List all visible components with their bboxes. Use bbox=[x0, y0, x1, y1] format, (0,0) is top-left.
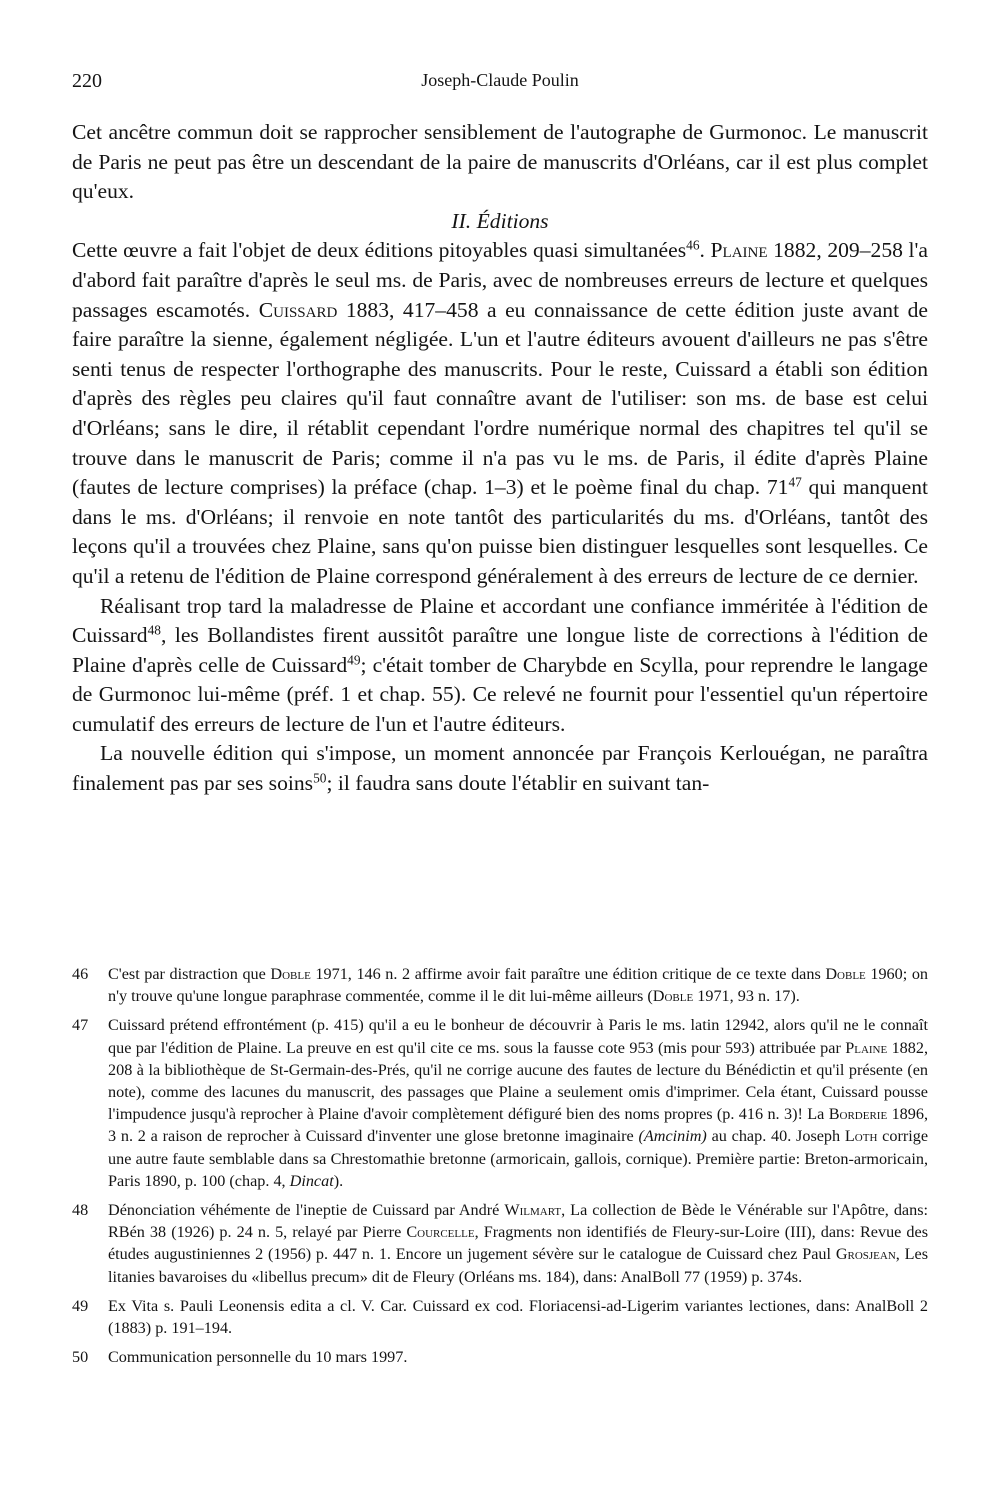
italic-term: Dincat bbox=[289, 1171, 334, 1190]
footnote-number: 49 bbox=[72, 1296, 89, 1315]
author-name: Loth bbox=[844, 1127, 878, 1146]
author-name: Wilmart bbox=[504, 1201, 562, 1220]
page-header bbox=[72, 64, 928, 98]
footnote-number: 50 bbox=[72, 1348, 89, 1367]
footnote-47: 47 Cuissard prétend effrontément (p. 415) qu'il a eu le bonheur de découvrir à Paris le ms. latin 12942, alors qu'il ne le connaît que par l'édition de Plaine. La preuve en est qu'il cite ce ms. sous la fausse cote 953 (mis pour 593) attribuée par Plaine 1882, 208 à la bibliothèque de St-Germain-des-Prés, qu'il ne corrige aucune des fautes de lecture du Bénédictin et qu'il présente (en note), comme des lacunes du manuscrit, des passages que Plaine a seulement omis d'imprimer. Cela étant, Cuissard pousse l'impudence jusqu'à reprocher à Plaine d'avoir complètement défiguré bien des noms propres (p. 416 n. 3)! La Borderie 1896, 3 n. 2 a raison de reprocher à Cuissard d'inventer une glose bretonne imaginaire (Amcinim) au chap. 40. Joseph Loth corrige une autre faute semblable dans sa Chrestomathie bretonne (armoricain, gallois, cornique). Première partie: Breton-armoricain, Paris 1890, p. 100 (chap. 4, Dincat). bbox=[72, 1016, 929, 1190]
footnote-ref-48[interactable]: 48 bbox=[147, 622, 161, 638]
author-name: Plaine bbox=[710, 238, 768, 263]
body-text bbox=[72, 118, 928, 799]
footnote-number: 48 bbox=[72, 1201, 89, 1220]
author-name: Cuissard bbox=[258, 297, 338, 322]
footnote-number: 47 bbox=[72, 1016, 89, 1035]
author-name: Borderie bbox=[828, 1105, 888, 1124]
author-name: Doble bbox=[825, 965, 866, 983]
footnote-ref-47[interactable]: 47 bbox=[788, 474, 802, 490]
footnote-ref-46[interactable]: 46 bbox=[686, 238, 700, 254]
paragraph-2: Cette œuvre a fait l'objet de deux éditions pitoyables quasi simultanées$^{46}$. Plaine 1882, 209–258 l'a d'abord fait paraître d'après le seul ms. de Paris, avec de nombreuses erreurs de lecture et quelques passages escamotés. Cuissard 1883, 417–458 a eu connaissance de cette édition juste avant de faire paraître la sienne, également négligée. L'un et l'autre éditeurs avouent d'ailleurs ne pas s'être senti tenus de respecter l'orthographe des manuscrits. Pour le reste, Cuissard a établi son édition d'après des règles peu claires qu'il faut connaître avant de l'utiliser: son ms. de base est celui d'Orléans; sans le dire, il rétablit cependant l'ordre numérique normal des chapitres tel qu'il se trouve dans le manuscrit de Paris; comme il n'a pas vu le ms. de Paris, il édite d'après Plaine (fautes de lecture comprises) la préface (chap. 1–3) et le poème final du chap. $71^{47}$ qui manquent dans le ms. d'Orléans; il renvoie en note tantôt des particularités du ms. d'Orléans, tantôt des leçons qu'il a trouvées chez Plaine, sans qu'on puisse bien distinguer lesquelles sont lesquelles. Ce qu'il a retenu de l'édition de Plaine correspond généralement à des erreurs de lecture de ce dernier. bbox=[72, 238, 929, 588]
section-title: II. Éditions bbox=[451, 208, 549, 233]
paragraph-3: Réalisant trop tard la maladresse de Plaine et accordant une confiance imméritée à l'édition de Cuissard$^{48}$, les Bollandistes firent aussitôt paraître une longue liste de corrections à l'édition de Plaine d'après celle de Cuissard$^{49}$; c'était tomber de Charybde en Scylla, pour reprendre le langage de Gurmonoc lui-même (préf. 1 et chap. 55). Ce relevé ne fournit pour l'essentiel qu'un répertoire cumulatif des erreurs de lecture de l'un et l'autre éditeurs. bbox=[72, 593, 928, 736]
footnote-49: 49 Ex Vita s. Pauli Leonensis edita a cl. V. Car. Cuissard ex cod. Floriacensi-ad-Ligerim variantes lectiones, dans: AnalBoll 2 (1883) p. 191–194. bbox=[72, 1296, 928, 1338]
footnotes bbox=[72, 963, 928, 1375]
author-name: Plaine bbox=[845, 1038, 888, 1057]
page bbox=[72, 64, 928, 799]
italic-term: (Amcinim) bbox=[638, 1127, 707, 1146]
footnote-ref-50[interactable]: 50 bbox=[313, 770, 327, 786]
paragraph-4: La nouvelle édition qui s'impose, un moment annoncée par François Kerlouégan, ne paraîtra finalement pas par ses soins$^{50}$; il faudra sans doute l'établir en suivant tan- bbox=[72, 741, 928, 796]
footnote-number: 46 bbox=[72, 965, 89, 983]
paragraph-1: Cet ancêtre commun doit se rapprocher sensiblement de l'autographe de Gurmonoc. Le manuscrit de Paris ne peut pas être un descendant de la paire de manuscrits d'Orléans, car il est plus complet qu'eux. bbox=[72, 120, 928, 204]
author-name: Doble bbox=[652, 987, 694, 1006]
author-name: Grosjean bbox=[835, 1245, 896, 1264]
footnote-48: 48 Dénonciation véhémente de l'ineptie de Cuissard par André Wilmart, La collection de Bède le Vénérable sur l'Apôtre, dans: RBén 38 (1926) p. 24 n. 5, relayé par Pierre Courcelle, Fragments non identifiés de Fleury-sur-Loire (III), dans: Revue des études augustiniennes 2 (1956) p. 447 n. 1. Encore un jugement sévère sur le catalogue de Cuissard chez Paul Grosjean, Les litanies bavaroises du «libellus precum» dit de Fleury (Orléans ms. 184), dans: AnalBoll 77 (1959) p. 374s. bbox=[72, 1201, 928, 1286]
author-name: Doble bbox=[270, 965, 311, 983]
page-number: 220 bbox=[72, 70, 102, 92]
running-head: Joseph-Claude Poulin bbox=[421, 70, 579, 90]
author-name: Courcelle bbox=[406, 1223, 475, 1242]
footnote-50: 50 Communication personnelle du 10 mars 1997. bbox=[72, 1346, 928, 1368]
footnote-46: 46 C'est par distraction que Doble 1971, 146 n. 2 affirme avoir fait paraître une édition critique de ce texte dans Doble 1960; on n'y trouve qu'une longue paraphrase commentée, comme il le dit lui-même ailleurs (Doble 1971, 93 n. 17). bbox=[72, 965, 929, 1006]
footnote-ref-49[interactable]: 49 bbox=[347, 652, 361, 668]
